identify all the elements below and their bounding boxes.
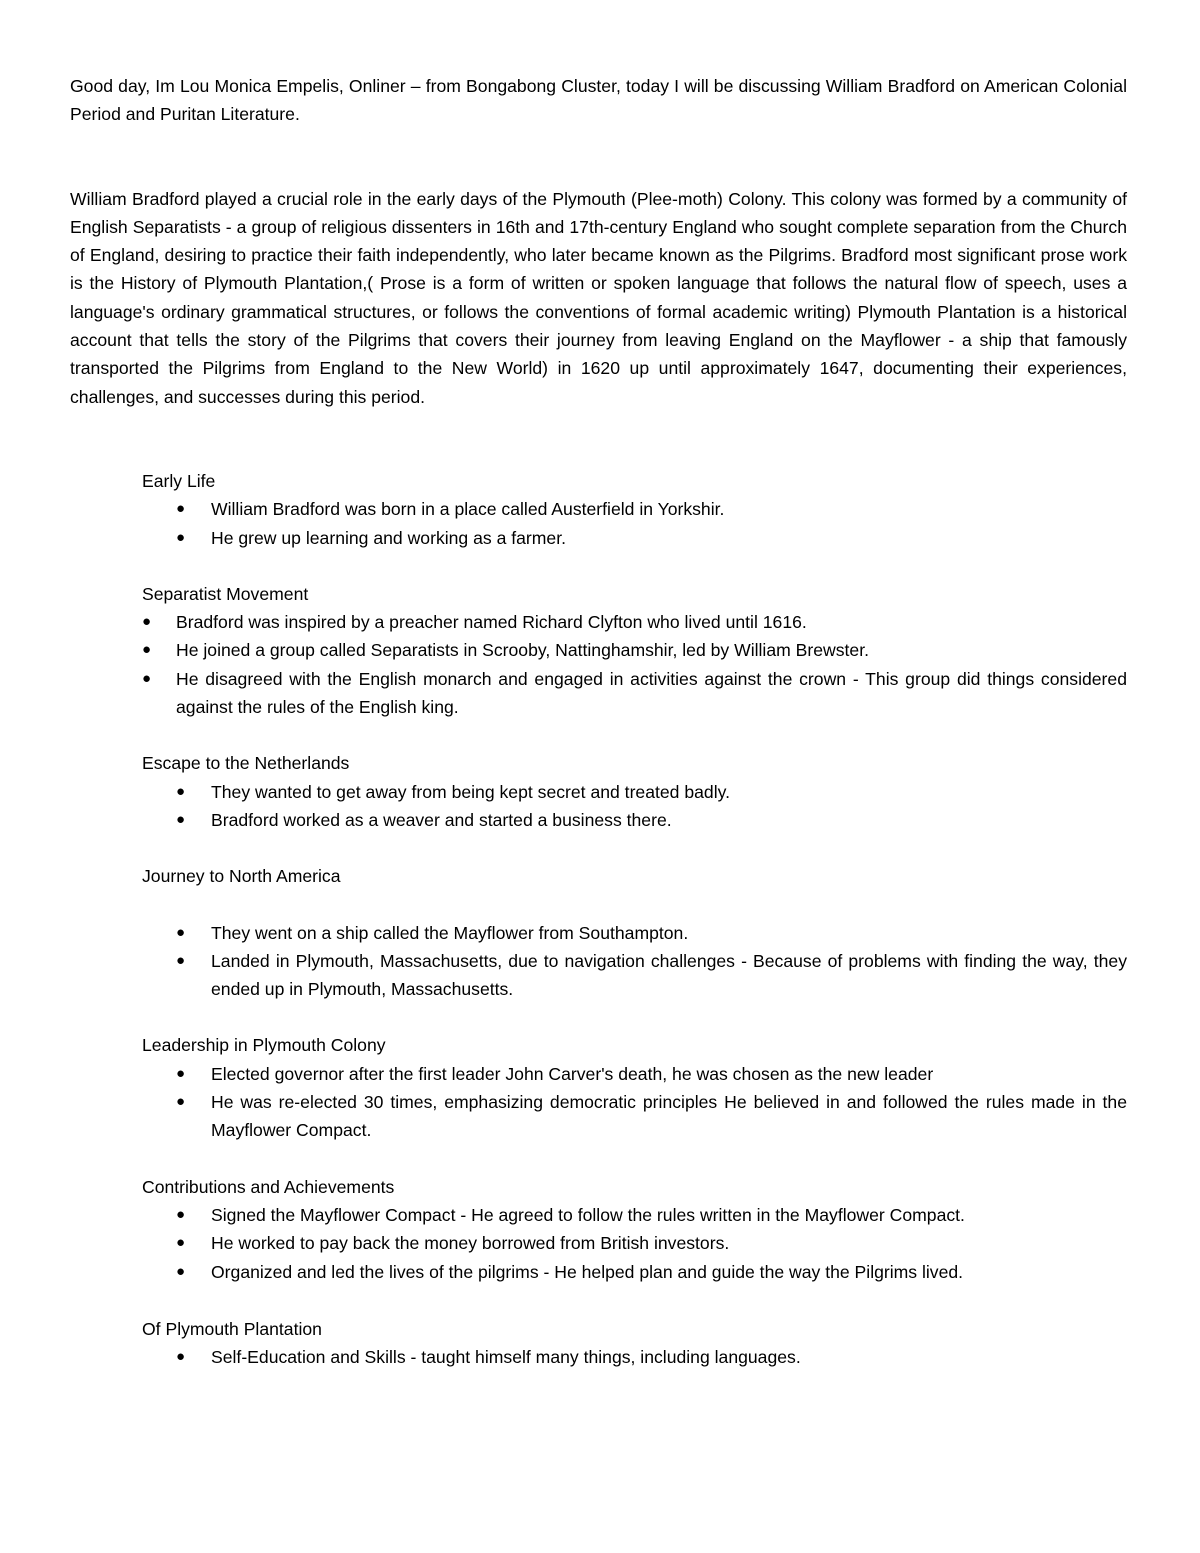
- bullet-icon: ●: [176, 782, 186, 800]
- bullet-list: [142, 919, 1127, 1004]
- section-escape-netherlands: [142, 749, 1127, 834]
- intro-paragraph: Good day, Im Lou Monica Empelis, Onliner – from Bongabong Cluster, today I will be discussing William Bradford on American Colonial Period and Puritan Literature.: [70, 76, 1127, 125]
- bullet-icon: ●: [176, 1234, 186, 1252]
- section-heading: Separatist Movement: [142, 583, 309, 604]
- section-separatist-movement: [142, 580, 1127, 721]
- section-of-plymouth-plantation: [142, 1315, 1127, 1372]
- list-item: ● They wanted to get away from being kept secret and treated badly.: [142, 778, 1127, 806]
- section-heading: Journey to North America: [142, 866, 341, 887]
- list-item: ● Elected governor after the first leader John Carver's death, he was chosen as the new leader: [142, 1060, 1127, 1088]
- section-early-life: [142, 467, 1127, 552]
- bullet-list: [142, 495, 1127, 552]
- list-item: ● He grew up learning and working as a farmer.: [142, 524, 1127, 552]
- bullet-icon: ●: [142, 669, 152, 687]
- section-contributions: [142, 1173, 1127, 1286]
- bullet-icon: ●: [176, 810, 186, 828]
- bullet-icon: ●: [176, 1262, 186, 1280]
- bullet-list: [142, 1201, 1127, 1286]
- list-item: ● Bradford was inspired by a preacher named Richard Clyfton who lived until 1616.: [142, 608, 1127, 636]
- bullet-list: [142, 1060, 1127, 1145]
- list-item: ● William Bradford was born in a place called Austerfield in Yorkshir.: [142, 495, 1127, 523]
- list-item: ● He joined a group called Separatists in Scrooby, Nattinghamshir, led by William Brewster.: [142, 636, 1127, 664]
- bullet-icon: ●: [176, 923, 186, 941]
- body-paragraph: William Bradford played a crucial role in the early days of the Plymouth (Plee-moth) Colony. This colony was formed by a community of English Separatists - a group of religious dissenters in 16th and 17th-century England who sought complete separation from the Church of England, desiring to practice their faith independently, who later became known as the Pilgrims. Bradford most significant prose work is the History of Plymouth Plantation,( Prose is a form of written or spoken language that follows the natural flow of speech, uses a language's ordinary grammatical structures, or follows the conventions of formal academic writing) Plymouth Plantation is a historical account that tells the story of the Pilgrims that covers their journey from leaving England on the Mayflower - a ship that famously transported the Pilgrims from England to the New World) in 1620 up until approximately 1647, documenting their experiences, challenges, and successes during this period.: [70, 188, 1127, 407]
- section-leadership: [142, 1031, 1127, 1144]
- list-item: ● Organized and led the lives of the pilgrims - He helped plan and guide the way the Pilgrims lived.: [142, 1258, 1127, 1286]
- bullet-icon: ●: [142, 641, 152, 659]
- bullet-icon: ●: [176, 1064, 186, 1082]
- bullet-list: [142, 778, 1127, 835]
- section-heading: Of Plymouth Plantation: [142, 1318, 322, 1339]
- document-page: [70, 72, 1127, 1399]
- list-item: ● Landed in Plymouth, Massachusetts, due to navigation challenges - Because of problems with finding the way, they ended up in Plymouth, Massachusetts.: [142, 947, 1127, 1004]
- bullet-icon: ●: [176, 1205, 186, 1223]
- bullet-icon: ●: [176, 500, 186, 518]
- bullet-list: [142, 1343, 1127, 1371]
- list-item: ● Signed the Mayflower Compact - He agreed to follow the rules written in the Mayflower Compact.: [142, 1201, 1127, 1229]
- bullet-icon: ●: [176, 951, 186, 969]
- bullet-icon: ●: [176, 528, 186, 546]
- list-item: ● He disagreed with the English monarch and engaged in activities against the crown - This group did things considered against the rules of the English king.: [142, 665, 1127, 722]
- bullet-icon: ●: [176, 1348, 186, 1366]
- section-heading: Early Life: [142, 470, 216, 491]
- section-journey-north-america: [142, 862, 1127, 1003]
- list-item: ● He was re-elected 30 times, emphasizing democratic principles He believed in and followed the rules made in the Mayflower Compact.: [142, 1088, 1127, 1145]
- list-item: ● Self-Education and Skills - taught himself many things, including languages.: [142, 1343, 1127, 1371]
- section-heading: Contributions and Achievements: [142, 1176, 395, 1197]
- bullet-list: [142, 608, 1127, 721]
- section-heading: Escape to the Netherlands: [142, 753, 350, 774]
- section-heading: Leadership in Plymouth Colony: [142, 1035, 386, 1056]
- list-item: ● He worked to pay back the money borrowed from British investors.: [142, 1229, 1127, 1257]
- list-item: ● Bradford worked as a weaver and started a business there.: [142, 806, 1127, 834]
- bullet-icon: ●: [176, 1093, 186, 1111]
- list-item: ● They went on a ship called the Mayflower from Southampton.: [142, 919, 1127, 947]
- bullet-icon: ●: [142, 613, 152, 631]
